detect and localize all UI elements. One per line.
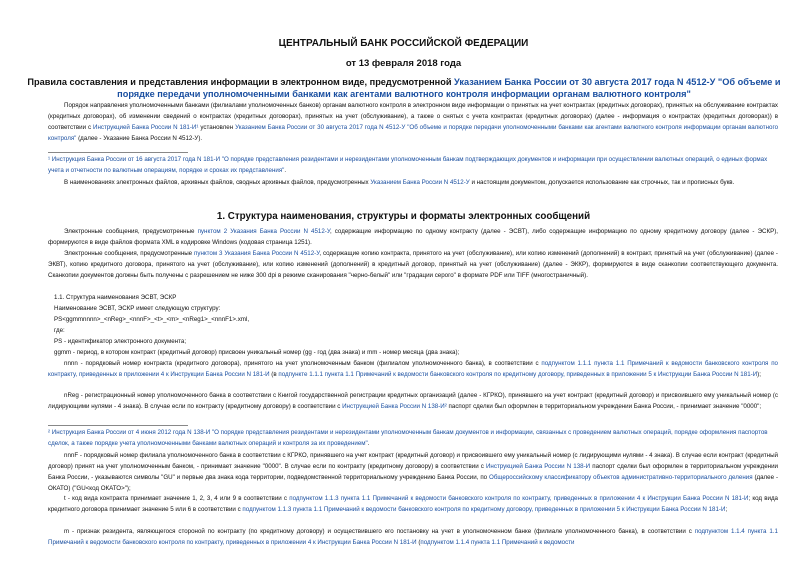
definition-t [48, 494, 778, 516]
text: паспорт сделки был оформлен в территориальном учреждении Банка России, - указываются символы "GU" и первые два знака кода территории, подведомственной территориальному учреждению Банка России, по [48, 462, 779, 481]
section-paragraph-1 [48, 227, 778, 249]
text: ; код вида кредитного договора принимает значение 5 или 6 в соответствии с [48, 495, 778, 513]
text: Порядок направления уполномоченными банками (филиалами уполномоченных банков) органам валютного контроля в электронном виде информации о принятых на учет контрактах (кредитных договорах), принятых на обслуживание контрактах (кредитных договорах), об изменении сведений о контрактах (кредитных договорах), принятых на учет (обслуживание), а также о снятых с учета контрактах (кредитных договорах) (далее - информация о контрактах (кредитных договорах)) в соответствии с [48, 102, 778, 131]
link-1-1-4-contract[interactable]: подпунктом 1.1.4 пункта 1.1 Примечаний к ведомости банковского контроля по контракту, приведенных в приложении 4 к Инструкции Банка России N 181-И [48, 528, 778, 546]
section-1-heading: 1. Структура наименования, структуры и форматы электронных сообщений [216, 211, 591, 222]
text: Электронные сообщения, предусмотренные [64, 228, 198, 235]
link-1-1-3-credit[interactable]: подпунктом 1.1.3 пункта 1.1 Примечаний к ведомости банковского контроля по кредитному договору, приведенных в приложении 5 к Инструкции Банка России N 181-И [242, 505, 726, 513]
link-1-1-1-contract[interactable]: подпунктом 1.1.1 пункта 1.1 Примечаний к ведомости банковского контроля по контракту, приведенных в приложении 4 к Инструкции Банка России N 181-И [48, 360, 778, 378]
definition-ps: PS - идентификатор электронного документа; [54, 338, 187, 345]
title-text: Правила составления и представления информации в электронном виде, предусмотренной [27, 77, 455, 87]
text: nnnn - порядковый номер контракта (кредитного договора), принятого на учет уполномоченным банком (филиалом уполномоченного банка), в соответствии с [64, 360, 542, 367]
text: (в [269, 370, 279, 378]
text: Электронные сообщения, предусмотренные [64, 250, 195, 257]
structure-intro: Наименование ЭСВТ, ЭСКР имеет следующую структуру: [54, 305, 221, 312]
definition-ggmm: ggmm - период, в котором контракт (кредитный договор) присвоен уникальный номер (gg - год (два знака) и mm - номер месяца (два знака); [54, 349, 460, 356]
filename-pattern: PS<ggmmnnnn>_<nReg>_<nnnF>_<t>_<m>_<nReg1>_<nnnF1>.xml, [54, 316, 250, 323]
link-1-1-1-credit[interactable]: подпункте 1.1.1 пункта 1.1 Примечаний к ведомости банковского контроля по кредитному договору, приведенных в приложении 5 к Инструкции Банка России N 181-И [278, 370, 758, 378]
definition-nnnn [48, 359, 778, 381]
definition-nnnf [48, 451, 778, 495]
footnote-1-link[interactable]: Инструкция Банка России от 16 августа 2017 года N 181-И "О порядке представления резидентами и нерезидентами уполномоченным банкам подтверждающих документов и информации при осуществлении валютных операций, о единых формах учета и отчетности по валютным операциям, порядке и сроках их представления" [48, 156, 768, 174]
intro-paragraph-1 [48, 101, 778, 145]
text: ( [416, 538, 421, 546]
text: m - признак резидента, являющегося стороной по контракту (по кредитному договору) и осуществившего его постановку на учет в уполномоченном банке (филиале уполномоченного банка), в соответствии с [64, 528, 695, 535]
text: и настоящим документом, допускается использование как строчных, так и прописных букв. [469, 179, 735, 186]
text: паспорт сделки был оформлен в территориальном учреждении Банка России, - принимает значение "0000"; [446, 402, 762, 410]
link-1-1-4-credit[interactable]: подпунктом 1.1.4 пункта 1.1 Примечаний к ведомости [420, 538, 575, 546]
link-ukazanie-4512-short[interactable]: Указанием Банка России N 4512-У [370, 179, 470, 186]
footnote-divider [48, 152, 188, 153]
link-point-2[interactable]: пунктом 2 Указания Банка России N 4512-У [197, 228, 330, 235]
title-link[interactable]: Указанием Банка России от 30 августа 2017 года N 4512-У "Об объеме и порядке передачи уполномоченными банками как агентами валютного контроля информации органам валютного контроля" [117, 77, 781, 99]
footnote-mark: ¹ [48, 156, 51, 163]
where-label: где: [54, 327, 65, 334]
text: , содержащие информацию по одному контракту (далее - ЭСВТ), либо содержащие информацию по одному кредитному договору (далее - ЭСКР), формируются в виде файлов формата XML в кодировке Windows (кодовая страница 1251). [48, 228, 778, 246]
text: nnnF - порядковый номер филиала уполномоченного банка в соответствии с КГРКО, принявшего на учет контракт (кредитный договор) и присвоившего ему уникальный номер (с лидирующими нулями - 4 знака). В случае если контракт (кредитный договор) принят на учет уполномоченным банком, - принимает значение "0000". В случае если по контракту (кредитному договору) в соответствии с [48, 452, 778, 470]
section-paragraph-2 [48, 249, 778, 282]
text: nReg - регистрационный номер уполномоченного банка в соответствии с Книгой государственной регистрации кредитных организаций (далее - КГРКО), принявшего на учет контракт (кредитный договор) и присвоившего ему уникальный номер (с лидирующими нулями - 4 знака). В случае если по контракту (кредитному договору) в соответствии с [48, 392, 778, 410]
document-title [24, 76, 784, 100]
intro-paragraph-2 [48, 178, 778, 189]
footnote-mark: ² [48, 429, 51, 436]
definition-nreg [48, 391, 778, 413]
text: ; [725, 505, 728, 513]
issuer-heading: ЦЕНТРАЛЬНЫЙ БАНК РОССИЙСКОЙ ФЕДЕРАЦИИ [278, 38, 529, 49]
text: ); [757, 370, 761, 378]
text: , содержащие копию контракта, принятого на учет (обслуживание), или копию изменений (дополнений) в контракт, принятый на учет (обслуживание) (далее - ЭКВТ), копию кредитного договора, принятого на учет (обслуживание), или копию изменений (дополнений) в кредитный договор, принятый на учет (обслуживание) (далее - ЭККР), формируются в виде сканкопии соответствующего документа. Сканкопии документов должны быть получены с разрешением не ниже 300 dpi в режиме сканирования "черно-белый" или "градации серого" в формате PDF или TIFF (многостраничный). [48, 250, 778, 279]
link-ukazanie-4512[interactable]: Указанием Банка России от 30 августа 2017 года N 4512-У "Об объеме и порядке передачи уполномоченными банками как агентами валютного контроля информации органам валютного контроля" [48, 123, 779, 142]
link-point-3[interactable]: пунктом 3 Указания Банка России N 4512-У [194, 250, 320, 257]
footnote-2 [48, 428, 778, 450]
text: установлен [198, 123, 236, 131]
text: В наименованиях электронных файлов, архивных файлов, сводных архивных файлов, предусмотренных [64, 179, 371, 186]
footnote-divider [48, 425, 188, 426]
text: . [284, 166, 287, 174]
link-instruction-138-b[interactable]: Инструкцией Банка России N 138-И [485, 462, 591, 470]
subsection-1-1: 1.1. Структура наименования ЭСВТ, ЭСКР [54, 294, 177, 301]
text: t - код вида контракта принимает значение 1, 2, 3, 4 или 9 в соответствии с [64, 495, 290, 502]
link-instruction-181[interactable]: Инструкцией Банка России N 181-И [93, 123, 197, 131]
link-okato[interactable]: Общероссийскому классификатору объектов административно-территориального деления [489, 473, 753, 481]
link-instruction-138[interactable]: Инструкцией Банка России N 138-И [342, 402, 445, 410]
footnote-1 [48, 155, 778, 177]
link-1-1-3-contract[interactable]: подпунктом 1.1.3 пункта 1.1 Примечаний к ведомости банковского контроля по контракту, приведенных в приложении 4 к Инструкции Банка России N 181-И [289, 495, 749, 502]
document-date: от 13 февраля 2018 года [345, 58, 462, 69]
text: (далее - ОКАТО) ("GU<код ОКАТО>"); [48, 473, 779, 492]
text: (далее - Указание Банка России N 4512-У). [76, 134, 203, 142]
footnote-mark[interactable]: ² [444, 402, 447, 410]
footnote-2-link[interactable]: Инструкция Банка России от 4 июня 2012 года N 138-И "О порядке представления резидентами и нерезидентами уполномоченным банкам документов и информации, связанных с проведением валютных операций, порядке оформления паспортов сделок, а также порядке учета уполномоченными банками валютных операций и контроля за их проведением" [48, 429, 768, 447]
definition-m [48, 527, 778, 549]
text: . [367, 439, 370, 447]
footnote-mark[interactable]: ¹ [196, 123, 199, 131]
